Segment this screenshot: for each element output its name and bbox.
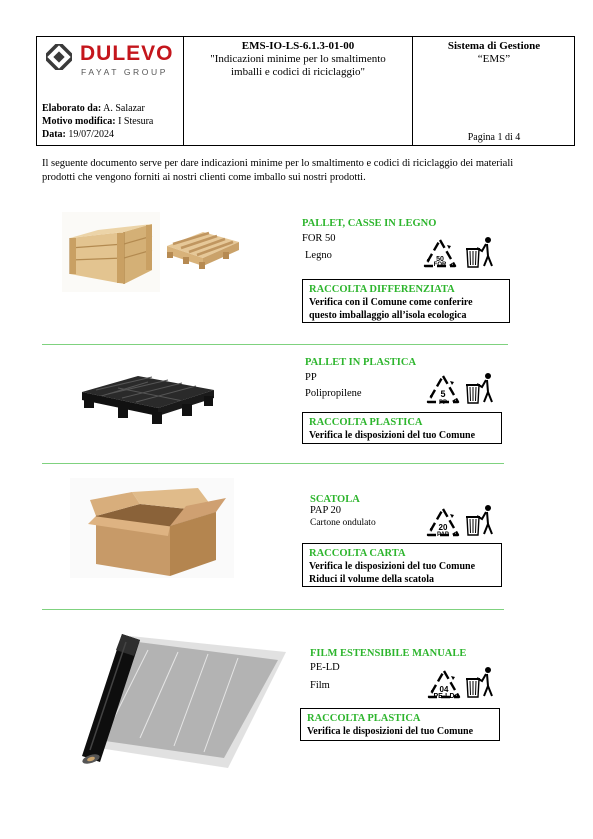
page-number: Pagina 1 di 4 <box>467 132 521 143</box>
section-separator <box>42 463 504 464</box>
doc-title-line1: "Indicazioni minime per lo smaltimento <box>210 53 386 65</box>
section3-symbol-label: PAP <box>437 532 449 538</box>
section1-material: Legno <box>305 250 332 261</box>
doc-title <box>183 53 413 79</box>
trash-bin-icon <box>466 372 494 406</box>
section4-material: Film <box>310 680 330 691</box>
motivo-row <box>42 115 153 128</box>
wooden-pallet-image <box>163 224 241 274</box>
section1-symbol-number: 50 <box>436 256 444 263</box>
intro-line2: prodotti che vengono forniti ai nostri clienti come imballo sui nostri prodotti. <box>42 172 366 183</box>
section1-box-line2: questo imballaggio all’isola ecologica <box>309 310 467 321</box>
section1-symbol-label: FOR <box>433 262 447 268</box>
section2-code: PP <box>305 372 317 383</box>
trash-bin-icon <box>466 666 494 700</box>
intro-paragraph <box>42 157 562 185</box>
section-separator <box>42 344 508 345</box>
section2-material: Polipropilene <box>305 388 362 399</box>
section1-box-line1: Verifica con il Comune come conferire <box>309 297 473 308</box>
section3-code: PAP 20 <box>310 505 342 516</box>
section4-title: FILM ESTENSIBILE MANUALE <box>310 648 467 659</box>
stretch-film-image <box>78 630 288 770</box>
logo-subtitle: FAYAT GROUP <box>81 67 169 77</box>
plastic-pallet-image <box>78 370 218 430</box>
elaborato-row <box>42 102 145 115</box>
section3-box-title: RACCOLTA CARTA <box>309 548 406 559</box>
elaborato-label: Elaborato da: <box>42 103 102 114</box>
system-name: “EMS” <box>477 53 511 65</box>
data-row <box>42 128 114 141</box>
section4-box-line1: Verifica le disposizioni del tuo Comune <box>307 726 474 737</box>
section3-collection-box <box>302 543 502 587</box>
section4-box-title: RACCOLTA PLASTICA <box>307 713 421 724</box>
motivo-value: I Stesura <box>118 116 154 127</box>
section2-collection-box <box>302 412 502 444</box>
system-title: Sistema di Gestione <box>447 40 541 52</box>
intro-line1: Il seguente documento serve per dare indicazioni minime per lo smaltimento e codici di riciclaggio dei materiali <box>42 158 514 169</box>
data-label: Data: <box>42 129 66 140</box>
section4-symbol-number: 04 <box>439 685 449 694</box>
section-separator <box>42 609 504 610</box>
section1-collection-box <box>302 279 510 323</box>
section2-box-line1: Verifica le disposizioni del tuo Comune <box>309 430 476 441</box>
trash-bin-icon <box>466 504 494 538</box>
section3-title: SCATOLA <box>310 494 360 505</box>
section4-code: PE-LD <box>310 662 340 673</box>
logo-name: DULEVO <box>80 42 174 65</box>
section3-symbol-number: 20 <box>438 523 448 532</box>
cardboard-box-image <box>70 478 234 578</box>
section2-symbol-number: 5 <box>440 389 446 399</box>
doc-code: EMS-IO-LS-6.1.3-01-00 <box>241 40 355 52</box>
section3-box-line2: Riduci il volume della scatola <box>309 574 434 585</box>
section1-title: PALLET, CASSE IN LEGNO <box>302 218 437 229</box>
dulevo-logo-icon <box>46 44 72 70</box>
trash-bin-icon <box>466 236 494 270</box>
wooden-crate-image <box>62 212 160 292</box>
data-value: 19/07/2024 <box>68 129 114 140</box>
section3-material: Cartone ondulato <box>310 518 376 528</box>
section2-box-title: RACCOLTA PLASTICA <box>309 417 423 428</box>
elaborato-value: A. Salazar <box>103 103 145 114</box>
section2-symbol-label: PP <box>438 400 447 406</box>
section1-code: FOR 50 <box>302 233 336 244</box>
section4-symbol-label: PE-LD <box>433 693 455 700</box>
section1-box-title: RACCOLTA DIFFERENZIATA <box>309 284 455 295</box>
section3-box-line1: Verifica le disposizioni del tuo Comune <box>309 561 476 572</box>
motivo-label: Motivo modifica: <box>42 116 116 127</box>
section2-title: PALLET IN PLASTICA <box>305 357 417 368</box>
section4-collection-box <box>300 708 500 741</box>
doc-title-line2: imballi e codici di riciclaggio" <box>230 66 365 78</box>
